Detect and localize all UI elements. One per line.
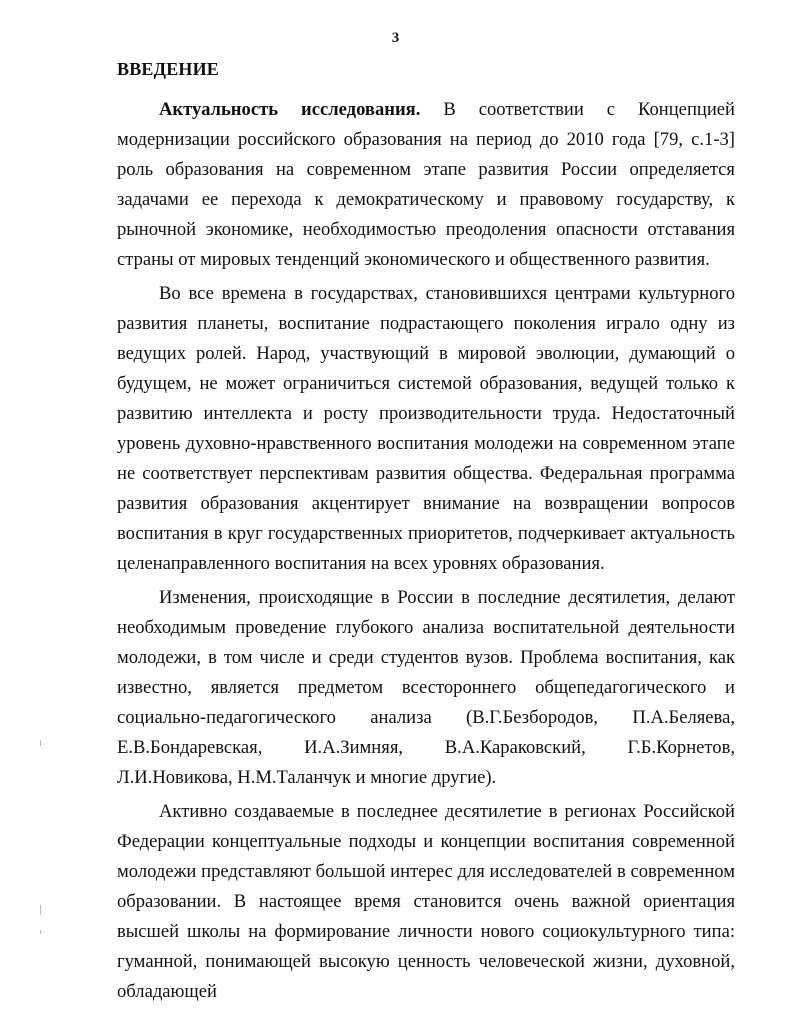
paragraph-lead: Актуальность исследования.: [159, 99, 421, 120]
paragraph: Во все времена в государствах, становившихся центрами культурного развития планеты, воспитание подрастающего поколения играло одну из ведущих ролей. Народ, участвующий в мировой эволюции, думающий о будущем, не может ограничиться системой образования, ведущей только к развитию интеллекта и росту производительности труда. Недостаточный уровень духовно-нравственного воспитания молодежи на современном этапе не соответствует перспективам развития общества. Федеральная программа развития образования акцентирует внимание на возвращении вопросов воспитания в круг государственных приоритетов, подчеркивает актуальность целенаправленного воспитания на всех уровнях образования.: [117, 283, 735, 574]
paragraph-text: В соответствии с Концепцией модернизации российского образования на период до 2010 года [79, с.1-3] роль образования на современном этапе развития России определяется задачами ее перехода к демократическому и правовому государству, к рыночной экономике, необходимостью преодоления опасности отставания страны от мировых тенденций экономического и общественного развития.: [117, 99, 735, 270]
section-heading: ВВЕДЕНИЕ: [117, 59, 220, 79]
scan-artifact: [40, 930, 41, 934]
scan-artifact: [40, 905, 41, 915]
body-text: [117, 95, 735, 1011]
paragraph: Активно создаваемые в последнее десятилетие в регионах Российской Федерации концептуальные подходы и концепции воспитания современной молодежи представляют большой интерес для исследователей в современном образовании. В настоящее время становится очень важной ориентация высшей школы на формирование личности нового социокультурного типа: гуманной, понимающей высокую ценность человеческой жизни, духовной, обладающей: [117, 801, 735, 1002]
paragraph-relevance: [117, 95, 735, 275]
page-number: 3: [391, 30, 400, 46]
paragraph: Изменения, происходящие в России в последние десятилетия, делают необходимым проведение глубокого анализа воспитательной деятельности молодежи, в том числе и среди студентов вузов. Проблема воспитания, как известно, является предметом всестороннего общепедагогического и социально-педагогического анализа (В.Г.Безбородов, П.А.Беляева, Е.В.Бондаревская, И.А.Зимняя, В.А.Караковский, Г.Б.Корнетов, Л.И.Новикова, Н.М.Таланчук и многие другие).: [117, 587, 735, 788]
scan-artifact: [40, 740, 41, 746]
